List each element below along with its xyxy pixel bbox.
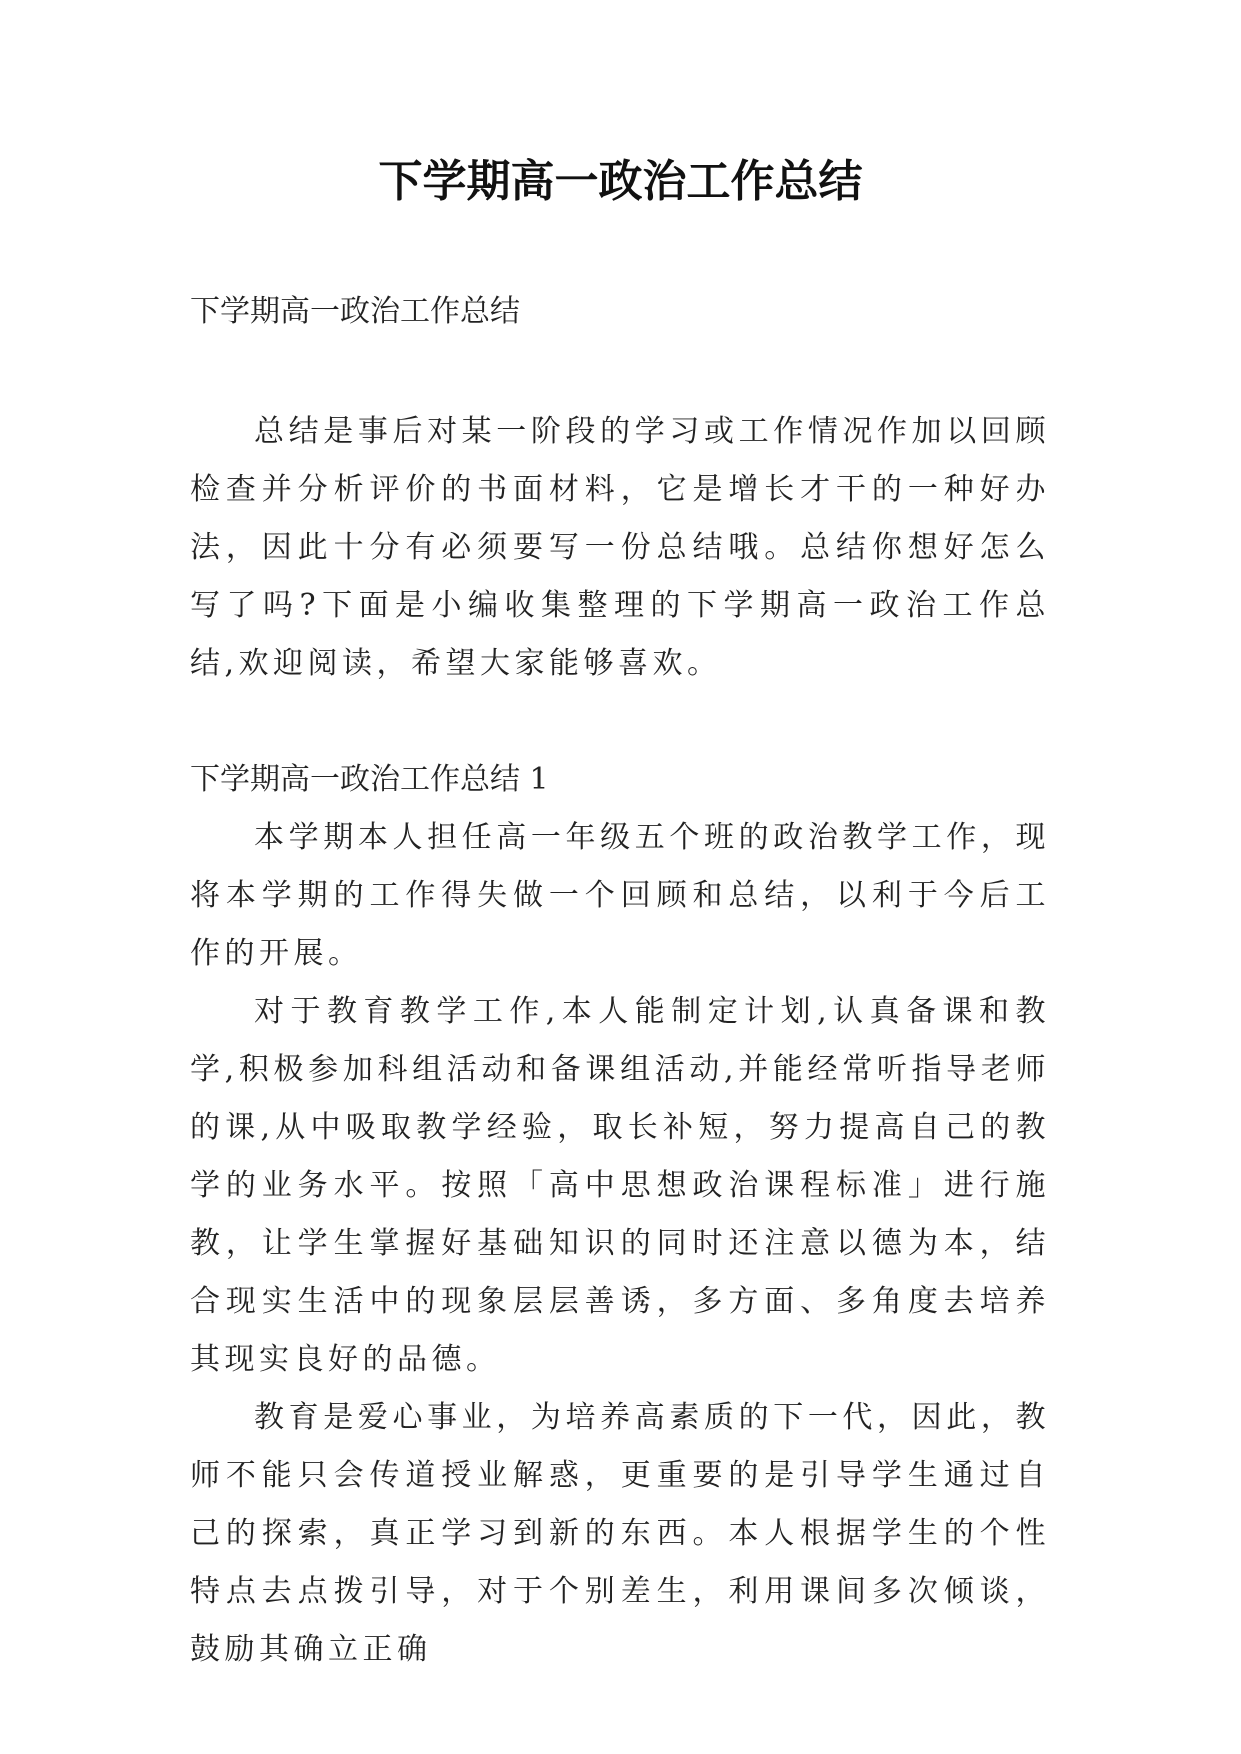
intro-block bbox=[190, 403, 1050, 693]
document-subtitle: 下学期高一政治工作总结 bbox=[190, 294, 520, 329]
section-heading: 下学期高一政治工作总结 1 bbox=[190, 762, 549, 797]
document-title: 下学期高一政治工作总结 bbox=[378, 156, 863, 207]
body-paragraph-2: 对于教育教学工作,本人能制定计划,认真备课和教学,积极参加科组活动和备课组活动,并能经常听指导老师的课,从中吸取教学经验，取长补短，努力提高自己的教学的业务水平。按照「高中思想政治课程标准」进行施教，让学生掌握好基础知识的同时还注意以德为本，结合现实生活中的现象层层善诱，多方面、多角度去培养其现实良好的品德。 bbox=[190, 994, 1050, 1377]
intro-paragraph: 总结是事后对某一阶段的学习或工作情况作加以回顾检查并分析评价的书面材料，它是增长才干的一种好办法，因此十分有必须要写一份总结哦。总结你想好怎么写了吗?下面是小编收集整理的下学期高一政治工作总结,欢迎阅读，希望大家能够喜欢。 bbox=[190, 414, 1050, 681]
section-body bbox=[190, 809, 1050, 1679]
body-paragraph-1: 本学期本人担任高一年级五个班的政治教学工作，现将本学期的工作得失做一个回顾和总结，以利于今后工作的开展。 bbox=[190, 820, 1050, 971]
body-paragraph-3: 教育是爱心事业，为培养高素质的下一代，因此，教师不能只会传道授业解惑，更重要的是引导学生通过自己的探索，真正学习到新的东西。本人根据学生的个性特点去点拨引导，对于个别差生，利用课间多次倾谈，鼓励其确立正确 bbox=[190, 1400, 1050, 1667]
